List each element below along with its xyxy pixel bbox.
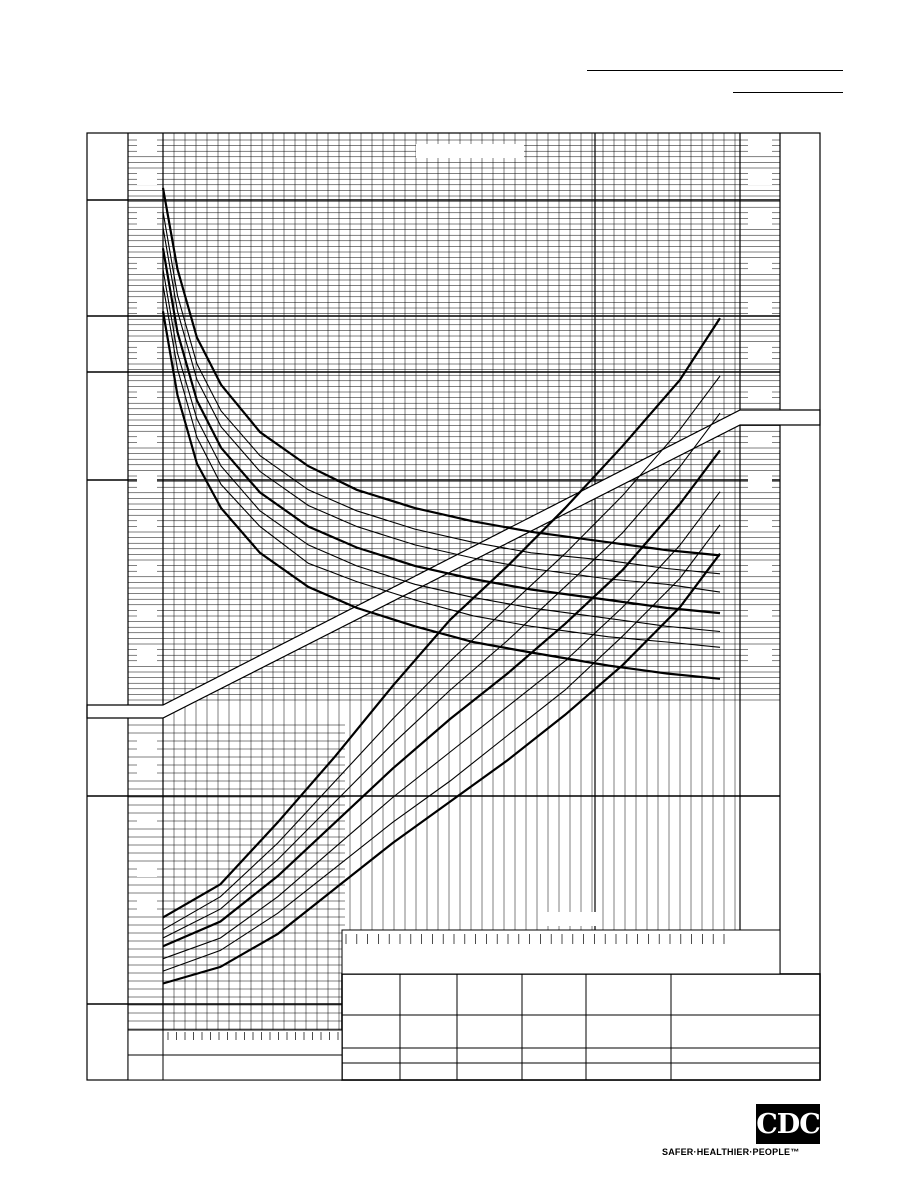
axis-label-block bbox=[748, 607, 772, 620]
upper-curve-group bbox=[163, 188, 720, 679]
lower-curve-series-7 bbox=[163, 318, 720, 917]
axis-label-block bbox=[748, 432, 772, 445]
axis-label-block bbox=[137, 739, 157, 752]
axis-label-block bbox=[137, 864, 157, 877]
axis-label-block bbox=[137, 346, 157, 359]
axis-label-block bbox=[137, 814, 157, 827]
table-frame bbox=[342, 974, 820, 1080]
axis-label-block bbox=[137, 649, 157, 662]
axis-label-block bbox=[137, 607, 157, 620]
age-scale-box bbox=[342, 930, 780, 974]
axis-label-block bbox=[137, 475, 157, 488]
logo-text: CDC bbox=[756, 1108, 820, 1140]
axis-label-block bbox=[748, 172, 772, 185]
axis-label-block bbox=[137, 139, 157, 152]
axis-label-block bbox=[748, 346, 772, 359]
axis-label-block bbox=[137, 259, 157, 272]
axis-label-block bbox=[137, 212, 157, 225]
axis-label-block bbox=[137, 387, 157, 400]
lower-title-block bbox=[540, 912, 600, 926]
axis-label-block bbox=[748, 259, 772, 272]
axis-label-block bbox=[137, 517, 157, 530]
axis-label-block bbox=[748, 649, 772, 662]
lower-curve-group bbox=[163, 318, 720, 983]
axis-label-block bbox=[748, 139, 772, 152]
axis-label-block bbox=[748, 387, 772, 400]
upper-curve-series-6 bbox=[163, 212, 720, 574]
axis-label-block bbox=[748, 563, 772, 576]
axis-label-block bbox=[137, 172, 157, 185]
axis-label-block bbox=[137, 432, 157, 445]
axis-label-block bbox=[137, 563, 157, 576]
axis-label-block bbox=[748, 301, 772, 314]
upper-title-block bbox=[416, 144, 524, 158]
axis-label-block bbox=[748, 517, 772, 530]
name-field-line[interactable] bbox=[587, 70, 843, 71]
cdc-logo bbox=[756, 1104, 820, 1144]
axis-label-block bbox=[137, 762, 157, 775]
tagline-text: SAFER·HEALTHIER·PEOPLE™ bbox=[662, 1147, 800, 1157]
axis-label-block bbox=[137, 899, 157, 912]
axis-label-block bbox=[137, 301, 157, 314]
record-field-line[interactable] bbox=[733, 92, 843, 93]
axis-label-block bbox=[748, 212, 772, 225]
axis-label-block bbox=[748, 475, 772, 488]
